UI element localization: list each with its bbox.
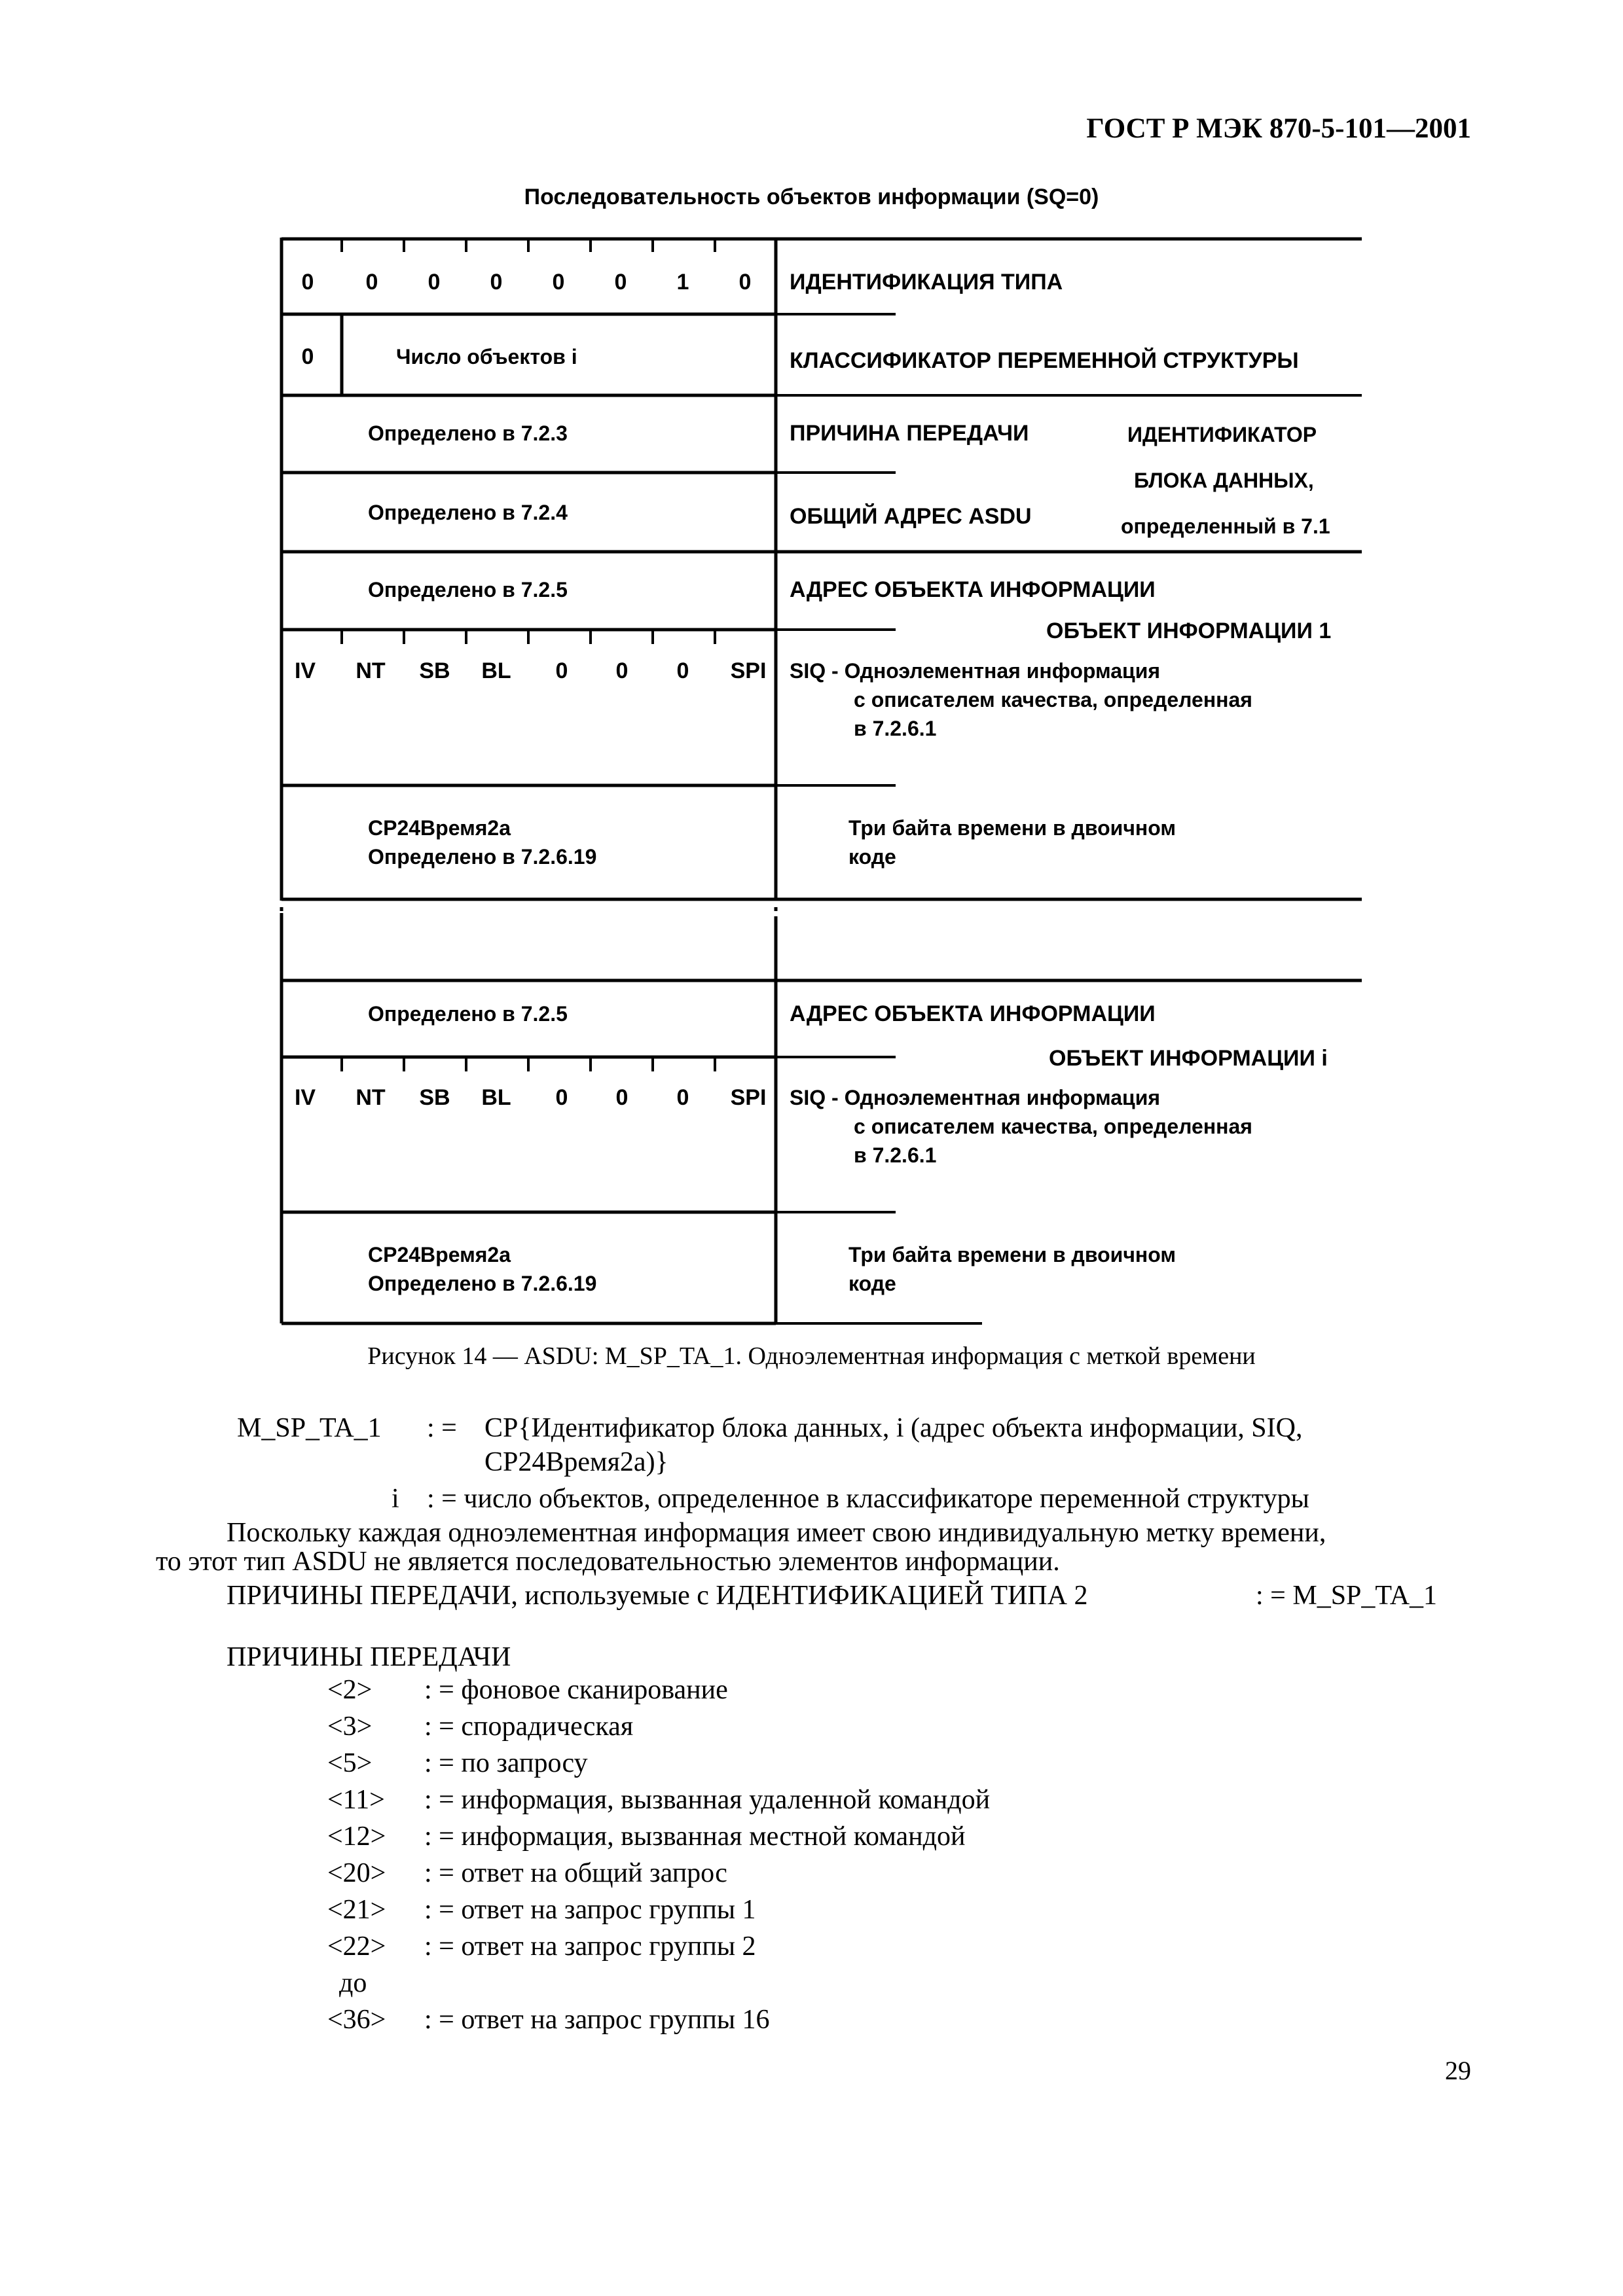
definition-operator: : = xyxy=(427,1413,457,1443)
definition-name: M_SP_TA_1 xyxy=(237,1413,382,1443)
asdu-label: ОБЩИЙ АДРЕС ASDU xyxy=(790,504,1032,529)
time-name: CP24Время2a xyxy=(368,1243,511,1266)
siq-bit: 0 xyxy=(676,1085,689,1110)
time-def: Определено в 7.2.6.19 xyxy=(368,1272,597,1295)
object-i-address-def: Определено в 7.2.5 xyxy=(368,1002,568,1026)
cause-desc: : = ответ на общий запрос xyxy=(424,1858,727,1888)
causes-header: ПРИЧИНЫ ПЕРЕДАЧИ, используемые с ИДЕНТИФИКАЦИЕЙ ТИПА 2 xyxy=(227,1581,1088,1611)
cot-def: Определено в 7.2.3 xyxy=(368,422,568,445)
type-bit: 1 xyxy=(676,270,689,295)
cause-code: <22> xyxy=(327,1931,386,1962)
siq-bit: IV xyxy=(294,1085,316,1110)
siq-bit: 0 xyxy=(555,1085,568,1110)
definition-line: CP24Время2a)} xyxy=(484,1447,668,1477)
cause-desc: : = ответ на запрос группы 1 xyxy=(424,1895,756,1925)
i-definition: : = число объектов, определенное в классификаторе переменной структуры xyxy=(427,1484,1309,1514)
cause-code: <20> xyxy=(327,1858,386,1888)
cot-label: ПРИЧИНА ПЕРЕДАЧИ xyxy=(790,421,1029,446)
siq-bit: 0 xyxy=(676,658,689,683)
object-1-address-label: АДРЕС ОБЪЕКТА ИНФОРМАЦИИ xyxy=(790,577,1156,602)
type-bit: 0 xyxy=(552,270,565,295)
document-header: ГОСТ Р МЭК 870-5-101—2001 xyxy=(1086,113,1471,144)
cause-code: <36> xyxy=(327,2005,386,2035)
cause-desc: : = по запросу xyxy=(424,1748,588,1778)
vsq-bit: 0 xyxy=(301,344,314,369)
siq-bit: BL xyxy=(481,658,511,683)
siq-desc-line: в 7.2.6.1 xyxy=(854,717,937,740)
vsq-count: Число объектов i xyxy=(396,345,577,368)
siq-desc-line: с описателем качества, определенная xyxy=(854,688,1252,711)
cause-desc: : = фоновое сканирование xyxy=(424,1675,728,1705)
type-bit: 0 xyxy=(428,270,441,295)
siq-bit: SB xyxy=(419,658,450,683)
cause-desc: : = ответ на запрос группы 16 xyxy=(424,2005,770,2035)
cause-code: <21> xyxy=(327,1895,386,1925)
type-bit: 0 xyxy=(739,270,752,295)
paragraph-line: Поскольку каждая одноэлементная информация имеет свою индивидуальную метку времени, xyxy=(227,1518,1326,1548)
time-desc-line: Три байта времени в двоичном xyxy=(848,1243,1176,1266)
time-desc-line: коде xyxy=(848,845,896,869)
siq-bit: IV xyxy=(294,658,316,683)
type-bit: 0 xyxy=(490,270,503,295)
causes-header-value: : = M_SP_TA_1 xyxy=(1256,1581,1438,1611)
siq-desc-line: в 7.2.6.1 xyxy=(854,1143,937,1167)
data-unit-id-line: БЛОКА ДАННЫХ, xyxy=(1134,469,1314,492)
time-def: Определено в 7.2.6.19 xyxy=(368,845,597,869)
data-unit-id-line: определенный в 7.1 xyxy=(1121,514,1330,538)
object-i-address-label: АДРЕС ОБЪЕКТА ИНФОРМАЦИИ xyxy=(790,1001,1156,1026)
cause-code: <2> xyxy=(327,1675,373,1705)
siq-desc-line: SIQ - Одноэлементная информация xyxy=(790,659,1161,683)
object-1-label: ОБЪЕКТ ИНФОРМАЦИИ 1 xyxy=(1046,619,1332,643)
range-word: до xyxy=(339,1968,367,1998)
siq-bit: NT xyxy=(356,1085,386,1110)
page-number: 29 xyxy=(1445,2056,1471,2085)
vsq-label: КЛАССИФИКАТОР ПЕРЕМЕННОЙ СТРУКТУРЫ xyxy=(790,348,1299,373)
time-desc-line: Три байта времени в двоичном xyxy=(848,816,1176,840)
type-bit: 0 xyxy=(365,270,378,295)
siq-bit: 0 xyxy=(615,658,629,683)
object-i-label: ОБЪЕКТ ИНФОРМАЦИИ i xyxy=(1049,1046,1328,1071)
cause-desc: : = информация, вызванная удаленной командой xyxy=(424,1785,991,1815)
i-symbol: i xyxy=(392,1484,399,1514)
figure-title: Последовательность объектов информации (SQ=0) xyxy=(524,185,1099,209)
cause-code: <12> xyxy=(327,1821,386,1852)
causes-title: ПРИЧИНЫ ПЕРЕДАЧИ xyxy=(227,1642,511,1672)
cause-code: <5> xyxy=(327,1748,373,1778)
paragraph-line: то этот тип ASDU не является последовательностью элементов информации. xyxy=(156,1547,1060,1577)
siq-bit: BL xyxy=(481,1085,511,1110)
type-bit: 0 xyxy=(301,270,314,295)
asdu-def: Определено в 7.2.4 xyxy=(368,501,568,524)
cause-desc: : = спорадическая xyxy=(424,1712,634,1742)
type-bit: 0 xyxy=(614,270,627,295)
cause-desc: : = ответ на запрос группы 2 xyxy=(424,1931,756,1962)
siq-desc-line: SIQ - Одноэлементная информация xyxy=(790,1086,1161,1109)
type-label: ИДЕНТИФИКАЦИЯ ТИПА xyxy=(790,270,1063,295)
siq-bit: NT xyxy=(356,658,386,683)
siq-bit: SB xyxy=(419,1085,450,1110)
definition-line: CP{Идентификатор блока данных, i (адрес объекта информации, SIQ, xyxy=(484,1413,1303,1443)
cause-desc: : = информация, вызванная местной командой xyxy=(424,1821,966,1852)
siq-bit: SPI xyxy=(730,658,767,683)
figure-caption: Рисунок 14 — ASDU: M_SP_TA_1. Одноэлементная информация с меткой времени xyxy=(367,1342,1256,1370)
time-name: CP24Время2a xyxy=(368,816,511,840)
siq-bit: 0 xyxy=(555,658,568,683)
cause-code: <3> xyxy=(327,1712,373,1742)
siq-desc-line: с описателем качества, определенная xyxy=(854,1115,1252,1138)
time-desc-line: коде xyxy=(848,1272,896,1295)
siq-bit: 0 xyxy=(615,1085,629,1110)
cause-code: <11> xyxy=(327,1785,385,1815)
data-unit-id-line: ИДЕНТИФИКАТОР xyxy=(1127,423,1317,446)
object-1-address-def: Определено в 7.2.5 xyxy=(368,578,568,601)
siq-bit: SPI xyxy=(730,1085,767,1110)
